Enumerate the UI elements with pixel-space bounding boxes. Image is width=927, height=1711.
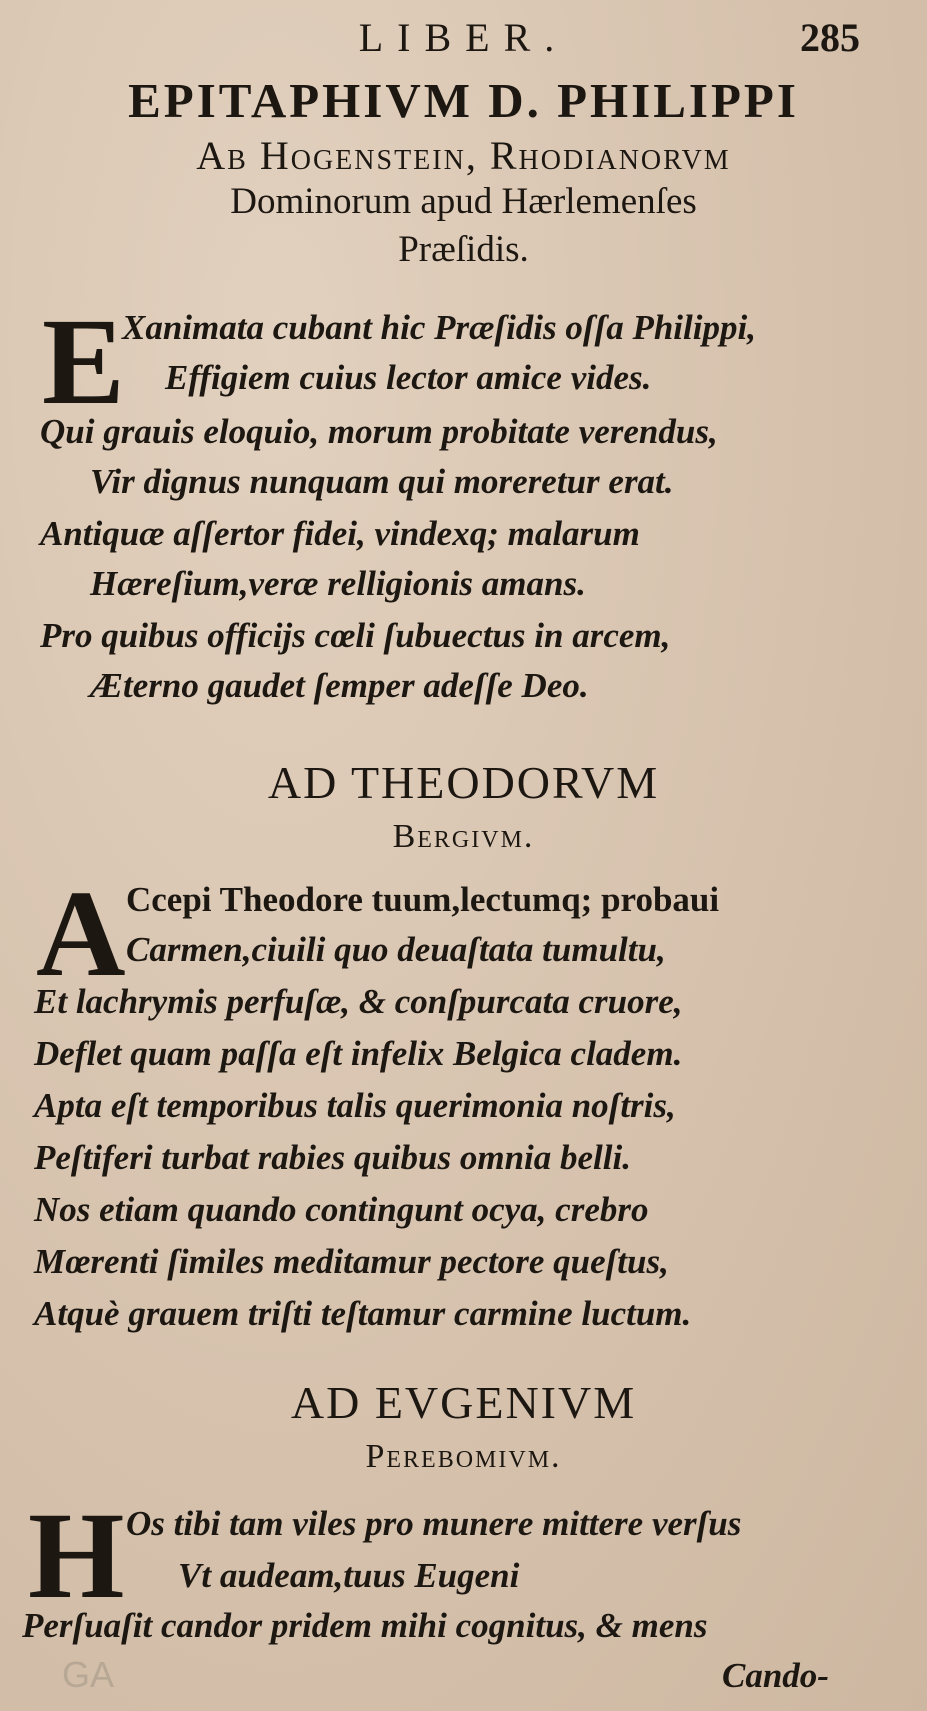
- verse-line: Apta eſt temporibus talis querimonia noſtris,: [34, 1086, 676, 1125]
- section-subheading: Perebomivm.: [365, 1438, 562, 1475]
- running-head: LIBER.: [358, 15, 569, 60]
- faded-stamp: GA: [62, 1654, 115, 1695]
- verse-line: Xanimata cubant hic Præſidis oſſa Philippi,: [122, 308, 756, 347]
- page-number: 285: [800, 15, 860, 60]
- section-heading: AD THEODORVM: [267, 757, 660, 808]
- verse-line: Hæreſium,veræ relligionis amans.: [90, 564, 586, 603]
- verse-line: Effigiem cuius lector amice vides.: [165, 358, 652, 397]
- verse-line: Qui grauis eloquio, morum probitate verendus,: [40, 412, 718, 451]
- verse-line: Vir dignus nunquam qui moreretur erat.: [90, 462, 674, 501]
- epitaph-title-line4: Præſidis.: [398, 229, 529, 270]
- drop-cap-a: A: [36, 865, 126, 1002]
- catchword: Cando-: [722, 1656, 829, 1695]
- section-subheading: Bergivm.: [392, 818, 535, 855]
- verse-line: Nos etiam quando contingunt ocya, crebro: [34, 1190, 649, 1229]
- verse-line: Antiquæ aſſertor fidei, vindexq; malarum: [40, 514, 640, 553]
- section-heading: AD EVGENIVM: [290, 1377, 637, 1428]
- verse-line: Atquè grauem triſti teſtamur carmine luctum.: [34, 1294, 692, 1333]
- verse-line: Perſuaſit candor pridem mihi cognitus, & mens: [22, 1606, 708, 1645]
- verse-line: Peſtiferi turbat rabies quibus omnia belli.: [34, 1138, 631, 1177]
- epitaph-title-line1: EPITAPHIVM D. PHILIPPI: [128, 73, 799, 128]
- epitaph-title-line2: Ab Hogenstein, Rhodianorvm: [196, 133, 731, 178]
- verse-line: Ccepi Theodore tuum,lectumq; probaui: [126, 880, 720, 919]
- drop-cap-e: E: [42, 293, 125, 430]
- verse-line: Os tibi tam viles pro munere mittere verſus: [126, 1504, 742, 1543]
- drop-cap-h: H: [28, 1487, 125, 1624]
- verse-line: Pro quibus officijs cœli ſubuectus in arcem,: [40, 616, 671, 655]
- verse-line: Mœrenti ſimiles meditamur pectore queſtus,: [34, 1242, 669, 1281]
- verse-line: Et lachrymis perfuſæ, & conſpurcata cruore,: [34, 982, 683, 1021]
- verse-line: Vt audeam,tuus Eugeni: [178, 1556, 520, 1595]
- verse-line: Carmen,ciuili quo deuaſtata tumultu,: [126, 930, 666, 969]
- verse-line: Æterno gaudet ſemper adeſſe Deo.: [90, 666, 589, 705]
- epitaph-title-line3: Dominorum apud Hærlemenſes: [230, 181, 697, 222]
- verse-line: Deflet quam paſſa eſt infelix Belgica cladem.: [34, 1034, 683, 1073]
